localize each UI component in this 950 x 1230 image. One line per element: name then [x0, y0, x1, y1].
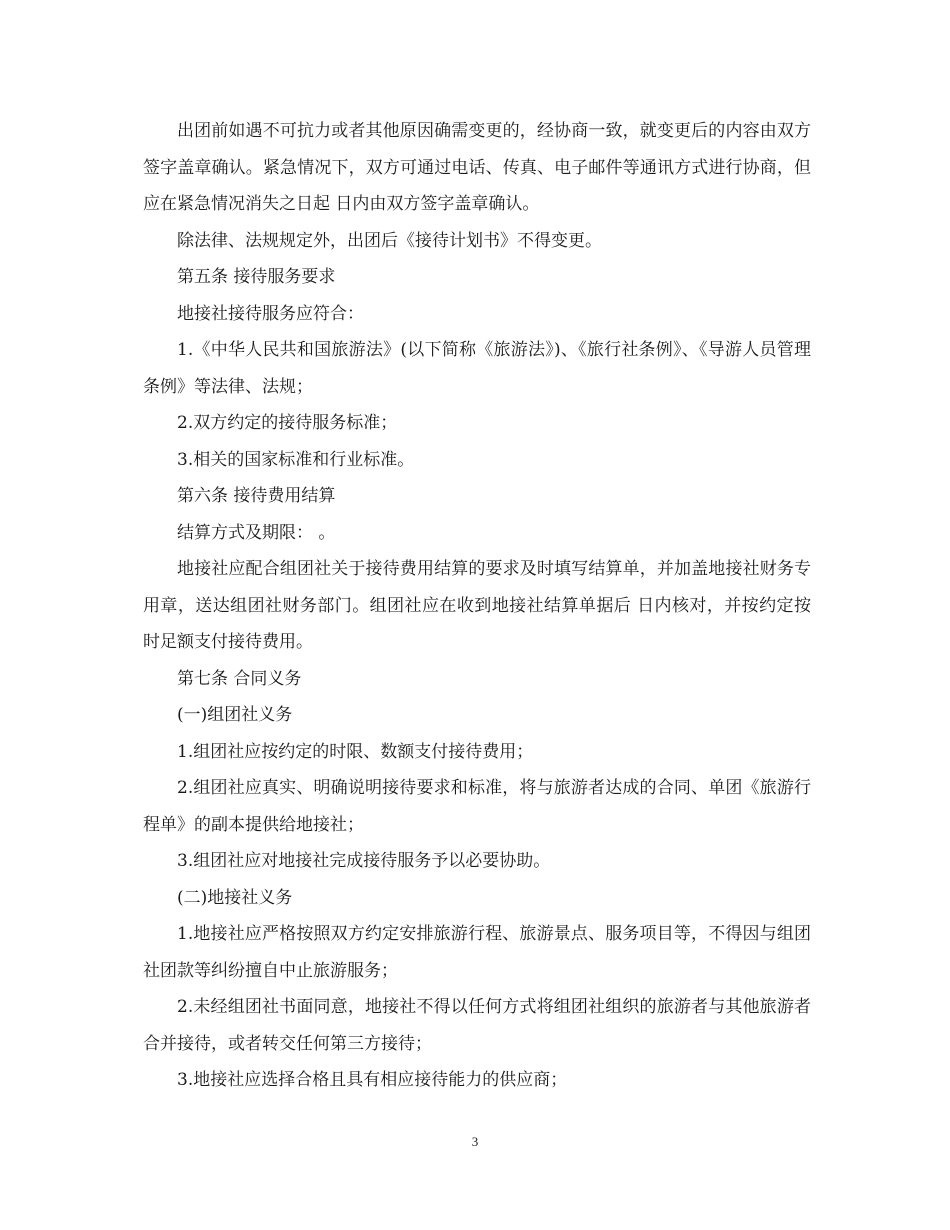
paragraph-change-before-departure: 出团前如遇不可抗力或者其他原因确需变更的，经协商一致，就变更后的内容由双方签字盖章确认。紧急情况下，双方可通过电话、传真、电子邮件等通讯方式进行协商，但应在紧急情况消失之日起 日内由双方签字盖章确认。: [143, 121, 811, 214]
list-item-national-standards: 3.相关的国家标准和行业标准。: [177, 449, 415, 470]
paragraph-settlement-process: 地接社应配合组团社关于接待费用结算的要求及时填写结算单，并加盖地接社财务专用章，送达组团社财务部门。组团社应在收到地接社结算单据后 日内核对，并按约定按时足额支付接待费用。: [143, 559, 811, 652]
section-organizer-obligations: (一)组团社义务: [177, 705, 293, 725]
paragraph-no-change-after-departure: 除法律、法规规定外，出团后《接待计划书》不得变更。: [177, 230, 602, 251]
paragraph-service-compliance: 地接社接待服务应符合：: [177, 303, 364, 324]
list-item-local-suppliers: 3.地接社应选择合格且具有相应接待能力的供应商；: [177, 1070, 568, 1090]
list-item-organizer-disclosure: 2.组团社应真实、明确说明接待要求和标准，将与旅游者达成的合同、单团《旅游行程单》的副本提供给地接社；: [143, 778, 811, 835]
article-7-heading: 第七条 合同义务: [177, 668, 302, 689]
list-item-agreed-standards: 2.双方约定的接待服务标准；: [177, 413, 398, 433]
article-6-heading: 第六条 接待费用结算: [177, 486, 336, 506]
article-5-heading: 第五条 接待服务要求: [177, 267, 336, 287]
list-item-laws: 1.《中华人民共和国旅游法》(以下简称《旅游法》)、《旅行社条例》、《导游人员管理条例》等法律、法规；: [143, 340, 811, 397]
document-body: [143, 113, 811, 1099]
section-local-agency-obligations: (二)地接社义务: [177, 887, 293, 908]
paragraph-settlement-method: 结算方式及期限： 。: [177, 522, 336, 543]
list-item-organizer-payment: 1.组团社应按约定的时限、数额支付接待费用；: [177, 741, 534, 762]
list-item-local-no-merge: 2.未经组团社书面同意，地接社不得以任何方式将组团社组织的旅游者与其他旅游者合并接待，或者转交任何第三方接待；: [143, 997, 811, 1054]
page-number: 3: [471, 1134, 479, 1149]
list-item-organizer-assistance: 3.组团社应对地接社完成接待服务予以必要协助。: [177, 851, 551, 871]
list-item-local-itinerary: 1.地接社应严格按照双方约定安排旅游行程、旅游景点、服务项目等，不得因与组团社团款等纠纷擅自中止旅游服务；: [143, 924, 811, 981]
